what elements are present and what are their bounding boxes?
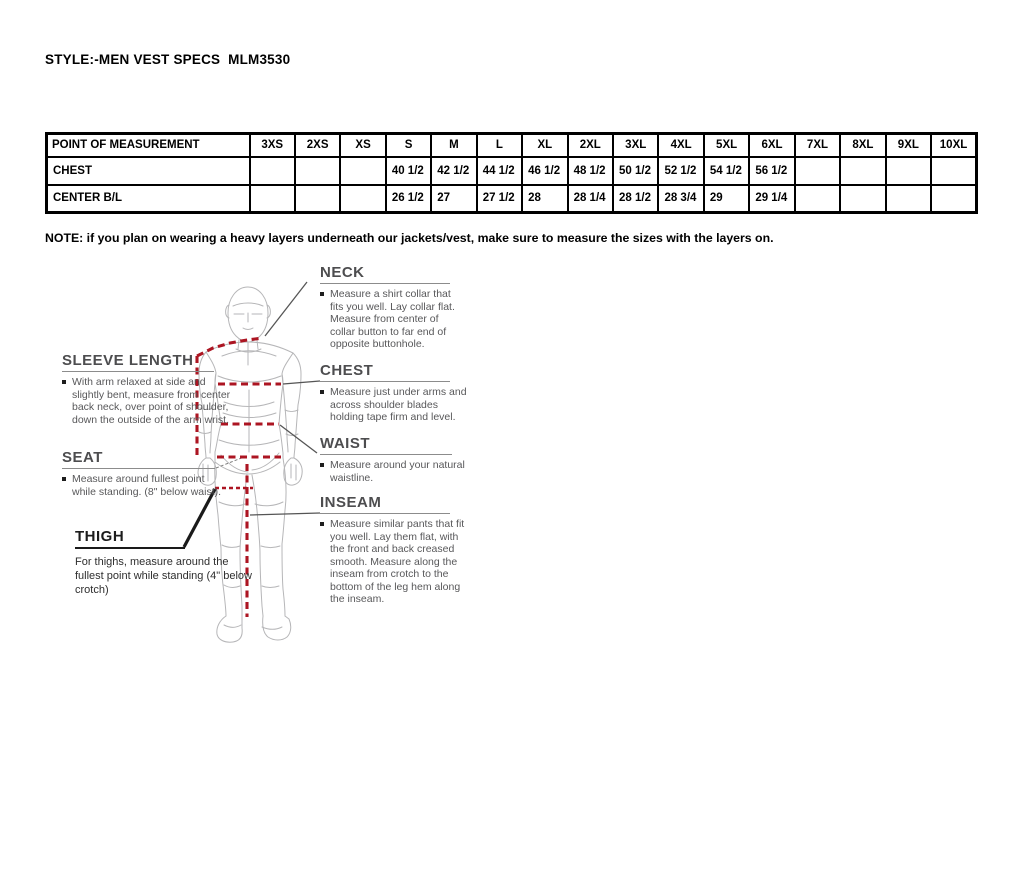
inseam-underline (320, 513, 450, 514)
measurement-cell (840, 185, 885, 213)
col-header-2xs: 2XS (295, 134, 340, 157)
callout-waist (320, 435, 468, 484)
seat-description: Measure around fullest point while standing. (8" below waist). (72, 473, 222, 498)
chest-connector-line (283, 381, 320, 384)
waist-connector-line (280, 425, 317, 453)
col-header-10xl: 10XL (931, 134, 976, 157)
col-header-7xl: 7XL (795, 134, 840, 157)
measurement-cell: 29 1/4 (749, 185, 794, 213)
measurement-cell (795, 185, 840, 213)
callout-thigh (75, 528, 257, 597)
col-header-9xl: 9XL (886, 134, 931, 157)
measurement-cell: 54 1/2 (704, 157, 749, 185)
spec-table-header-row (47, 134, 977, 157)
bullet-icon (62, 477, 66, 481)
bullet-icon (320, 463, 324, 467)
note-text: NOTE: if you plan on wearing a heavy layers underneath our jackets/vest, make sure to measure the sizes with the layers on. (45, 231, 774, 245)
measurement-cell: 27 1/2 (477, 185, 522, 213)
col-header-5xl: 5XL (704, 134, 749, 157)
measurement-cell (250, 157, 295, 185)
neck-connector-line (265, 282, 307, 336)
measurement-cell: 42 1/2 (431, 157, 476, 185)
col-header-8xl: 8XL (840, 134, 885, 157)
measurement-cell: 28 3/4 (658, 185, 703, 213)
callout-chest (320, 362, 468, 424)
table-row-chest (47, 157, 977, 185)
thigh-description: For thighs, measure around the fullest point while standing (4" below crotch) (75, 556, 252, 596)
inseam-label: INSEAM (320, 494, 382, 511)
col-header-l: L (477, 134, 522, 157)
measurement-cell (840, 157, 885, 185)
chest-description: Measure just under arms and across shoulder blades holding tape firm and level. (330, 386, 467, 423)
col-header-m: M (431, 134, 476, 157)
sleeve-length-label: SLEEVE LENGTH (62, 352, 194, 369)
measurement-cell (931, 185, 976, 213)
bullet-icon (320, 390, 324, 394)
bullet-icon (320, 522, 324, 526)
measurement-cell: 26 1/2 (386, 185, 431, 213)
callout-inseam (320, 494, 468, 606)
bullet-icon (62, 380, 66, 384)
measurement-cell: 56 1/2 (749, 157, 794, 185)
measurement-cell: 44 1/2 (477, 157, 522, 185)
measurement-cell: 50 1/2 (613, 157, 658, 185)
col-header-4xl: 4XL (658, 134, 703, 157)
measurement-cell (295, 185, 340, 213)
bullet-icon (320, 292, 324, 296)
waist-description: Measure around your natural waistline. (330, 459, 465, 484)
seat-underline (62, 468, 215, 469)
measurement-cell (931, 157, 976, 185)
col-header-3xl: 3XL (613, 134, 658, 157)
waist-underline (320, 454, 452, 455)
col-header-xl: XL (522, 134, 567, 157)
sleeve-length-description: With arm relaxed at side and slightly bent, measure from center back neck, over point of shoulder, down the outside of the arm wrist. (72, 376, 231, 426)
col-header-xs: XS (340, 134, 385, 157)
measurement-cell: 29 (704, 185, 749, 213)
measurement-cell (295, 157, 340, 185)
sleeve-length-underline (62, 371, 214, 372)
measurement-cell: 28 1/2 (613, 185, 658, 213)
measurement-cell (250, 185, 295, 213)
chest-underline (320, 381, 450, 382)
col-header-6xl: 6XL (749, 134, 794, 157)
inseam-description: Measure similar pants that fit you well. Lay them flat, with the front and back creased smooth. Measure along the inseam from crotch to the bottom of the leg hem along the inseam. (330, 518, 465, 605)
col-header-2xl: 2XL (568, 134, 613, 157)
seat-label: SEAT (62, 449, 103, 466)
page-title: STYLE:-MEN VEST SPECS MLM3530 (45, 52, 291, 67)
col-header-3xs: 3XS (250, 134, 295, 157)
measurement-cell (795, 157, 840, 185)
col-header-point-of-measurement: POINT OF MEASUREMENT (47, 134, 250, 157)
callout-seat (62, 449, 222, 498)
callout-sleeve-length (62, 352, 234, 426)
measurement-cell (886, 157, 931, 185)
measurement-cell: 28 1/4 (568, 185, 613, 213)
neck-underline (320, 283, 450, 284)
neck-description: Measure a shirt collar that fits you well. Lay collar flat. Measure from center of collar button to far end of opposite buttonhole. (330, 288, 455, 350)
measurement-cell: 27 (431, 185, 476, 213)
measurement-cell: 46 1/2 (522, 157, 567, 185)
waist-label: WAIST (320, 435, 370, 452)
table-row-center-b-l (47, 185, 977, 213)
measurement-cell: 28 (522, 185, 567, 213)
row-label: CENTER B/L (47, 185, 250, 213)
measurement-cell: 40 1/2 (386, 157, 431, 185)
neck-label: NECK (320, 264, 365, 281)
measurement-cell (340, 157, 385, 185)
thigh-label: THIGH (75, 528, 125, 545)
measurement-cell: 52 1/2 (658, 157, 703, 185)
size-spec-table (45, 132, 978, 214)
col-header-s: S (386, 134, 431, 157)
measurement-cell: 48 1/2 (568, 157, 613, 185)
measurement-cell (886, 185, 931, 213)
chest-label: CHEST (320, 362, 374, 379)
row-label: CHEST (47, 157, 250, 185)
thigh-underline (75, 547, 185, 549)
callout-neck (320, 264, 462, 351)
spec-table-body (47, 157, 977, 213)
measurement-cell (340, 185, 385, 213)
